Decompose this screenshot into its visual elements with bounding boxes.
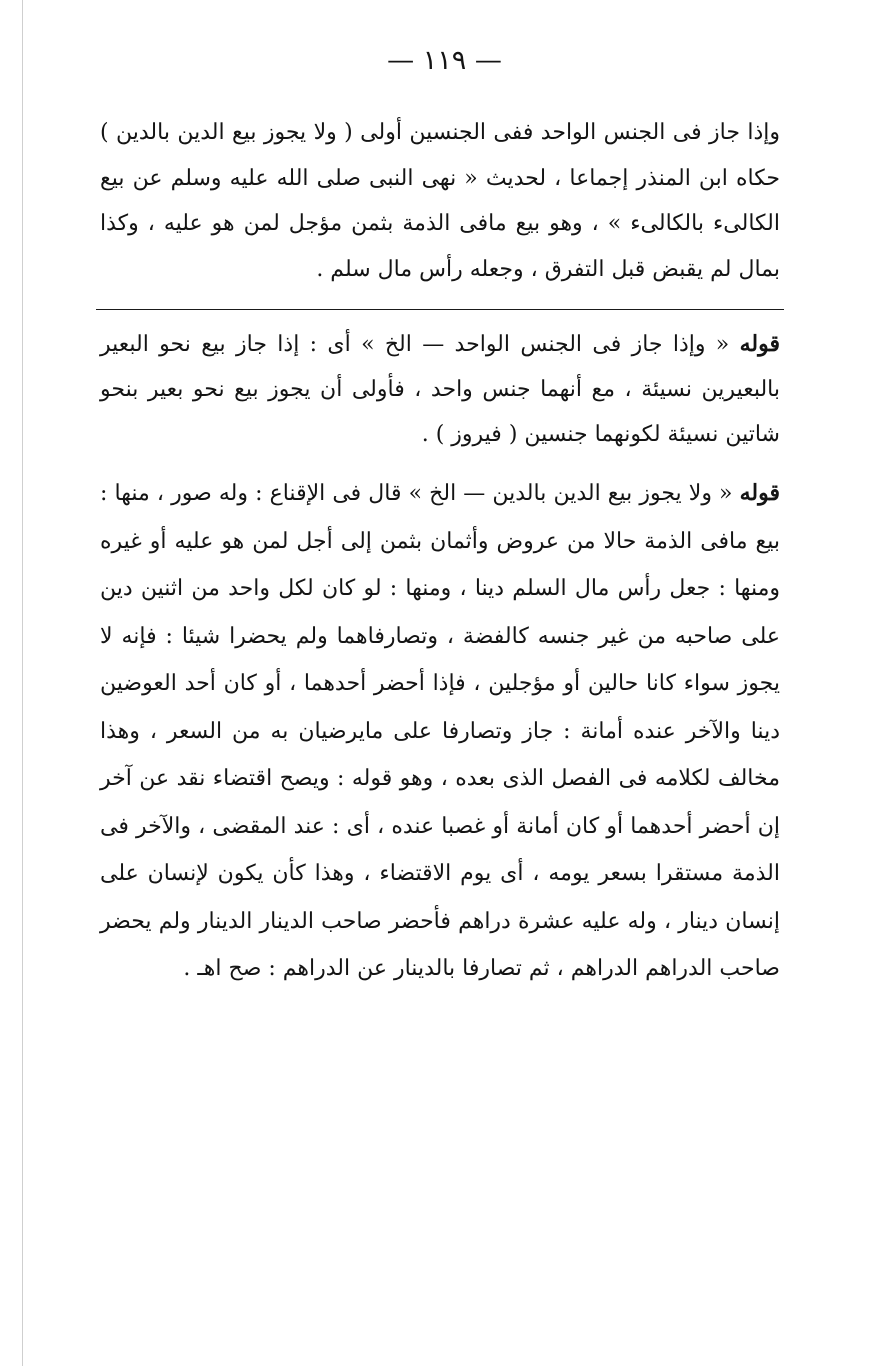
commentary-paragraph <box>100 322 780 457</box>
commentary-note-2 <box>100 470 780 993</box>
footnote-separator <box>96 309 784 310</box>
commentary-note-1 <box>100 322 780 457</box>
note-body: « وإذا جاز فى الجنس الواحد — الخ » أى : إذا جاز بيع نحو البعير بالبعيرين نسيئة ، مع أنهما جنس واحد ، فأولى أن يجوز بيع نحو بعير بنحو شاتين نسيئة لكونهما جنسين ( فيروز ) . <box>100 332 780 447</box>
note-lead-word: قوله <box>739 480 780 506</box>
page-number: — ١١٩ — <box>387 45 502 76</box>
page-edge-line <box>22 0 23 1366</box>
note-body: « ولا يجوز بيع الدين بالدين — الخ » قال فى الإقناع : وله صور ، منها : بيع مافى الذمة حالا من عروض وأثمان بثمن إلى أجل لمن هو عليه أو غيره ومنها : جعل رأس مال السلم دينا ، ومنها : لو كان لكل واحد من اثنين دين على صاحبه من غير جنسه كالفضة ، وتصارفاهما ولم يحضرا شيئا : فإنه لا يجوز سواء كانا حالين أو مؤجلين ، فإذا أحضر أحدهما ، أو كان أحد العوضين دينا والآخر عنده أمانة : جاز وتصارفا على مايرضيان به من السعر ، وهذا مخالف لكلامه فى الفصل الذى بعده ، وهو قوله : ويصح اقتضاء نقد عن آخر إن أحضر أحدهما أو كان أمانة أو غصبا عنده ، أى : عند المقضى ، والآخر فى الذمة مستقرا بسعر يومه ، أى يوم الاقتضاء ، وهذا كأن يكون لإنسان على إنسان دينار ، وله عليه عشرة دراهم فأحضر صاحب الدينار الدينار ولم يحضر صاحب الدراهم الدراهم ، ثم تصارفا بالدينار عن الدراهم : صح اهـ . <box>100 481 780 981</box>
main-text-paragraph: وإذا جاز فى الجنس الواحد ففى الجنسين أولى ( ولا يجوز بيع الدين بالدين ) حكاه ابن المنذر إجماعا ، لحديث « نهى النبى صلى الله عليه وسلم عن بيع الكالىء بالكالىء » ، وهو بيع مافى الذمة بثمن مؤجل لمن هو عليه ، وكذا بمال لم يقبض قبل التفرق ، وجعله رأس مال سلم . <box>100 120 780 282</box>
main-text <box>100 110 780 292</box>
commentary-paragraph <box>100 470 780 993</box>
note-lead-word: قوله <box>739 331 780 357</box>
